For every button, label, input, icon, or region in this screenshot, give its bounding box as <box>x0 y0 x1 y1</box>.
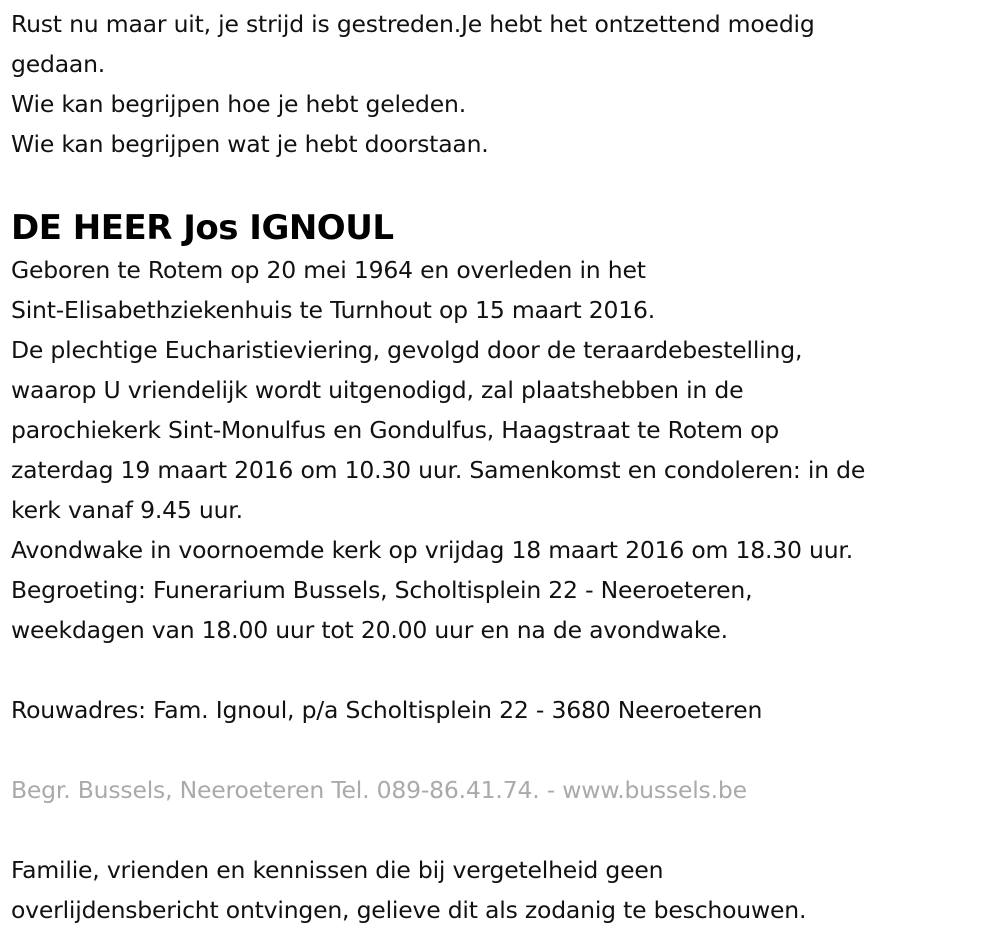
closing-line: overlijdensbericht ontvingen, gelieve dit als zodanig te beschouwen. <box>11 896 807 924</box>
poem-line: Wie kan begrijpen hoe je hebt geleden. <box>11 90 466 118</box>
undertaker-info: Begr. Bussels, Neeroeteren Tel. 089-86.41.74. - www.bussels.be <box>11 776 747 804</box>
spacer <box>11 650 991 690</box>
obituary-notice <box>11 4 991 930</box>
body-line: kerk vanaf 9.45 uur. <box>11 496 243 524</box>
body-line: waarop U vriendelijk wordt uitgenodigd, zal plaatshebben in de <box>11 376 744 404</box>
spacer <box>11 164 991 204</box>
body-line: weekdagen van 18.00 uur tot 20.00 uur en na de avondwake. <box>11 616 728 644</box>
poem-line: gedaan. <box>11 50 106 78</box>
body-line: zaterdag 19 maart 2016 om 10.30 uur. Samenkomst en condoleren: in de <box>11 456 866 484</box>
notice-body <box>11 250 991 650</box>
spacer <box>11 810 991 850</box>
closing-line: Familie, vrienden en kennissen die bij vergetelheid geen <box>11 856 664 884</box>
poem <box>11 4 991 164</box>
body-line: Avondwake in voornoemde kerk op vrijdag 18 maart 2016 om 18.30 uur. <box>11 536 853 564</box>
mourning-address: Rouwadres: Fam. Ignoul, p/a Scholtisplein 22 - 3680 Neeroeteren <box>11 696 763 724</box>
closing-note <box>11 850 991 930</box>
body-line: Sint-Elisabethziekenhuis te Turnhout op 15 maart 2016. <box>11 296 656 324</box>
body-line: De plechtige Eucharistieviering, gevolgd door de teraardebestelling, <box>11 336 803 364</box>
body-line: Begroeting: Funerarium Bussels, Scholtisplein 22 - Neeroeteren, <box>11 576 753 604</box>
poem-line: Wie kan begrijpen wat je hebt doorstaan. <box>11 130 489 158</box>
spacer <box>11 730 991 770</box>
deceased-name-heading: DE HEER Jos IGNOUL <box>11 208 394 248</box>
poem-line: Rust nu maar uit, je strijd is gestreden.Je hebt het ontzettend moedig <box>11 10 815 38</box>
body-line: parochiekerk Sint-Monulfus en Gondulfus, Haagstraat te Rotem op <box>11 416 780 444</box>
body-line: Geboren te Rotem op 20 mei 1964 en overleden in het <box>11 256 646 284</box>
